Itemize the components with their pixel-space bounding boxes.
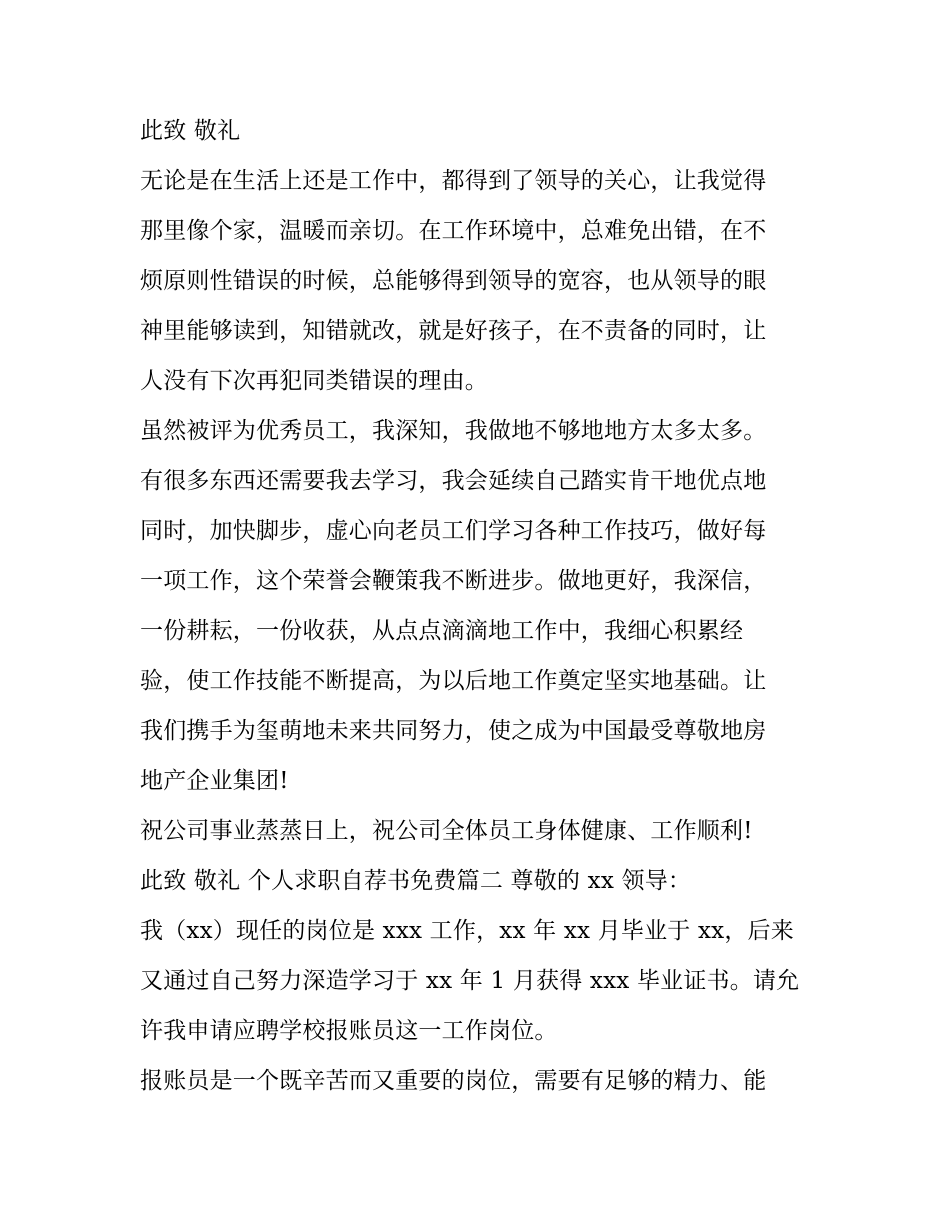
paragraph-line: 又通过自己努力深造学习于 xx 年 1 月获得 xxx 毕业证书。请允	[140, 968, 800, 994]
paragraph-line: 有很多东西还需要我去学习，我会延续自己踏实肯干地优点地	[140, 468, 767, 494]
paragraph-line: 神里能够读到，知错就改，就是好孩子，在不责备的同时，让	[140, 318, 767, 344]
paragraph-line: 我（xx）现任的岗位是 xxx 工作，xx 年 xx 月毕业于 xx，后来	[140, 918, 794, 944]
paragraph-line: 我们携手为玺萌地未来共同努力，使之成为中国最受尊敬地房	[140, 718, 767, 744]
paragraph-line: 虽然被评为优秀员工，我深知，我做地不够地地方太多太多。	[140, 418, 767, 444]
paragraph-line: 那里像个家，温暖而亲切。在工作环境中，总难免出错，在不	[140, 218, 767, 244]
section-heading-line: 此致 敬礼 个人求职自荐书免费篇二 尊敬的 xx 领导：	[140, 868, 692, 894]
paragraph-line: 烦原则性错误的时候，总能够得到领导的宽容，也从领导的眼	[140, 268, 767, 294]
closing-salutation: 此致 敬礼	[140, 118, 241, 144]
paragraph-line: 人没有下次再犯同类错误的理由。	[140, 368, 488, 394]
paragraph-line: 祝公司事业蒸蒸日上，祝公司全体员工身体健康、工作顺利!	[140, 818, 753, 844]
paragraph-line: 报账员是一个既辛苦而又重要的岗位，需要有足够的精力、能	[140, 1068, 767, 1094]
paragraph-line: 一项工作，这个荣誉会鞭策我不断进步。做地更好，我深信，	[140, 568, 767, 594]
paragraph-line: 无论是在生活上还是工作中，都得到了领导的关心，让我觉得	[140, 168, 767, 194]
paragraph-line: 一份耕耘，一份收获，从点点滴滴地工作中，我细心积累经	[140, 618, 744, 644]
paragraph-line: 验，使工作技能不断提高，为以后地工作奠定坚实地基础。让	[140, 668, 767, 694]
paragraph-line: 同时，加快脚步，虚心向老员工们学习各种工作技巧，做好每	[140, 518, 767, 544]
paragraph-line: 许我申请应聘学校报账员这一工作岗位。	[140, 1018, 558, 1044]
paragraph-line: 地产企业集团!	[140, 768, 289, 794]
